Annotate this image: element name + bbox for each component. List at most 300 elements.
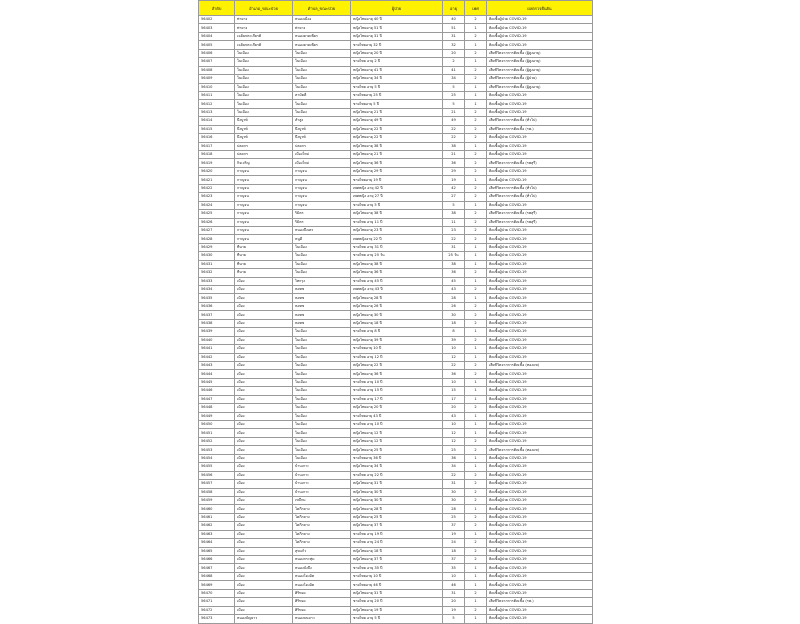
cell-subdistrict[interactable]: ศิริทอง [293, 589, 351, 597]
cell-result[interactable]: ติดเชื้อผู้ป่วย COVID-19 [487, 167, 593, 175]
cell-id[interactable]: 56466 [199, 556, 235, 564]
cell-patient[interactable]: หญิงไทยอายุ 22 ปี [351, 134, 443, 142]
cell-patient[interactable]: เพศหญิงอายุ 22 ปี [351, 235, 443, 243]
cell-sex[interactable]: 2 [465, 286, 487, 294]
cell-id[interactable]: 56409 [199, 75, 235, 83]
cell-district[interactable]: เมือง [235, 572, 293, 580]
cell-district[interactable]: เมือง [235, 480, 293, 488]
cell-patient[interactable]: หญิงไทยอายุ 19 ปี [351, 606, 443, 614]
cell-age[interactable]: 5 [443, 100, 465, 108]
cell-subdistrict[interactable]: ในเมือง [293, 328, 351, 336]
cell-subdistrict[interactable]: สามัคคี [293, 91, 351, 99]
cell-result[interactable]: เสียชีวิตจากการติดเชื้อ (ทองแท) [487, 361, 593, 369]
cell-subdistrict[interactable]: หอทข [293, 294, 351, 302]
cell-id[interactable]: 56407 [199, 58, 235, 66]
cell-patient[interactable]: หญิงไทยอายุ 29 ปี [351, 167, 443, 175]
cell-patient[interactable]: หญิงไทยอายุ 26 ปี [351, 302, 443, 310]
cell-id[interactable]: 56443 [199, 361, 235, 369]
cell-district[interactable]: เมือง [235, 598, 293, 606]
cell-result[interactable]: ติดเชื้อผู้ป่วย COVID-19 [487, 572, 593, 580]
cell-subdistrict[interactable]: ในเมือง [293, 345, 351, 353]
cell-district[interactable]: ทีนาย [235, 252, 293, 260]
cell-subdistrict[interactable]: หอทข [293, 302, 351, 310]
cell-id[interactable]: 56444 [199, 370, 235, 378]
cell-patient[interactable]: ชายไทยอายุ 36 ปี [351, 454, 443, 462]
cell-patient[interactable]: หญิงไทยอายุ 18 ปี [351, 547, 443, 555]
cell-subdistrict[interactable]: ในเมือง [293, 260, 351, 268]
cell-sex[interactable]: 2 [465, 151, 487, 159]
cell-subdistrict[interactable]: กาญจน [293, 167, 351, 175]
cell-district[interactable]: ในเมือง [235, 108, 293, 116]
cell-id[interactable]: 56448 [199, 404, 235, 412]
cell-age[interactable]: 25 [443, 513, 465, 521]
cell-sex[interactable]: 2 [465, 539, 487, 547]
cell-subdistrict[interactable]: กาญจน [293, 176, 351, 184]
cell-district[interactable]: เมือง [235, 319, 293, 327]
cell-subdistrict[interactable]: กาญจน [293, 193, 351, 201]
cell-age[interactable]: 22 [443, 134, 465, 142]
cell-id[interactable]: 56421 [199, 176, 235, 184]
cell-subdistrict[interactable]: บ้านเกาะ [293, 488, 351, 496]
cell-sex[interactable]: 2 [465, 32, 487, 40]
cell-sex[interactable]: 1 [465, 252, 487, 260]
cell-subdistrict[interactable]: หนองบังบึง [293, 564, 351, 572]
cell-patient[interactable]: ชายไทย อายุ 12 ปี [351, 353, 443, 361]
cell-sex[interactable]: 2 [465, 134, 487, 142]
cell-patient[interactable]: ชายไทย อายุ 2 ปี [351, 58, 443, 66]
cell-id[interactable]: 56437 [199, 311, 235, 319]
cell-sex[interactable]: 2 [465, 319, 487, 327]
cell-subdistrict[interactable]: หนองบนยาว [293, 615, 351, 623]
cell-subdistrict[interactable]: บ้านเกาะ [293, 480, 351, 488]
cell-subdistrict[interactable]: เขบึกม [293, 496, 351, 504]
cell-patient[interactable]: หญิงไทยอายุ 51 ปี [351, 24, 443, 32]
cell-id[interactable]: 56431 [199, 260, 235, 268]
cell-id[interactable]: 56433 [199, 277, 235, 285]
cell-patient[interactable]: ชายไทยอายุ 25 ปี [351, 91, 443, 99]
cell-id[interactable]: 56406 [199, 49, 235, 57]
cell-id[interactable]: 56452 [199, 437, 235, 445]
cell-result[interactable]: ติดเชื้อผู้ป่วย COVID-19 [487, 294, 593, 302]
cell-patient[interactable]: หญิงไทยอายุ 25 ปี [351, 513, 443, 521]
cell-sex[interactable]: 2 [465, 370, 487, 378]
cell-district[interactable]: ในเมือง [235, 83, 293, 91]
cell-district[interactable]: เมือง [235, 353, 293, 361]
col-header-patient[interactable]: ผู้ป่วย [351, 1, 443, 16]
cell-patient[interactable]: ชายไทย อายุ 31 ปี [351, 243, 443, 251]
cell-id[interactable]: 56445 [199, 378, 235, 386]
cell-result[interactable]: ติดเชื้อผู้ป่วย COVID-19 [487, 41, 593, 49]
cell-id[interactable]: 56410 [199, 83, 235, 91]
cell-district[interactable]: เฉลิมพระเกียรติ [235, 41, 293, 49]
cell-age[interactable]: 25 วัน [443, 252, 465, 260]
cell-subdistrict[interactable]: หอทข [293, 311, 351, 319]
cell-id[interactable]: 56463 [199, 530, 235, 538]
cell-sex[interactable]: 2 [465, 336, 487, 344]
cell-result[interactable]: ติดเชื้อผู้ป่วย COVID-19 [487, 387, 593, 395]
cell-id[interactable]: 56419 [199, 159, 235, 167]
cell-district[interactable]: เมือง [235, 488, 293, 496]
cell-district[interactable]: ท่ายาง [235, 16, 293, 24]
cell-sex[interactable]: 2 [465, 210, 487, 218]
cell-id[interactable]: 56462 [199, 522, 235, 530]
cell-age[interactable]: 25 [443, 446, 465, 454]
cell-age[interactable]: 21 [443, 151, 465, 159]
cell-subdistrict[interactable]: ในเมือง [293, 100, 351, 108]
cell-subdistrict[interactable]: โคกีกลาง [293, 539, 351, 547]
cell-patient[interactable]: หญิงไทยอายุ 25 ปี [351, 446, 443, 454]
cell-age[interactable]: 20 [443, 598, 465, 606]
cell-district[interactable]: เมือง [235, 361, 293, 369]
cell-result[interactable]: ติดเชื้อผู้ป่วย COVID-19 [487, 463, 593, 471]
cell-age[interactable]: 38 [443, 260, 465, 268]
cell-id[interactable]: 56404 [199, 32, 235, 40]
cell-district[interactable]: ทีนาย [235, 260, 293, 268]
cell-sex[interactable]: 2 [465, 66, 487, 74]
cell-id[interactable]: 56450 [199, 421, 235, 429]
cell-id[interactable]: 56413 [199, 108, 235, 116]
cell-district[interactable]: กาญจน [235, 210, 293, 218]
cell-patient[interactable]: หญิงไทยอายุ 31 ปี [351, 32, 443, 40]
cell-age[interactable]: 22 [443, 235, 465, 243]
cell-id[interactable]: 56429 [199, 243, 235, 251]
cell-patient[interactable]: ชายไทย อายุ 5 ปี [351, 83, 443, 91]
cell-id[interactable]: 56408 [199, 66, 235, 74]
cell-result[interactable]: ติดเชื้อผู้ป่วย COVID-19 [487, 353, 593, 361]
cell-patient[interactable]: หญิงไทยอายุ 18 ปี [351, 319, 443, 327]
cell-sex[interactable]: 1 [465, 294, 487, 302]
cell-id[interactable]: 56458 [199, 488, 235, 496]
cell-sex[interactable]: 2 [465, 556, 487, 564]
cell-patient[interactable]: หญิงไทยอายุ 40 ปี [351, 16, 443, 24]
cell-sex[interactable]: 2 [465, 589, 487, 597]
cell-age[interactable]: 21 [443, 108, 465, 116]
cell-id[interactable]: 56446 [199, 387, 235, 395]
cell-sex[interactable]: 2 [465, 522, 487, 530]
cell-patient[interactable]: หญิงไทยอายุ 30 ปี [351, 488, 443, 496]
cell-sex[interactable]: 1 [465, 176, 487, 184]
cell-district[interactable]: เมือง [235, 437, 293, 445]
cell-subdistrict[interactable]: ในเมือง [293, 429, 351, 437]
cell-id[interactable]: 56451 [199, 429, 235, 437]
cell-district[interactable]: ปลดกร [235, 151, 293, 159]
cell-result[interactable]: ติดเชื้อผู้ป่วย COVID-19 [487, 412, 593, 420]
cell-result[interactable]: ติดเชื้อผู้ป่วย COVID-19 [487, 226, 593, 234]
col-header-result[interactable]: ผลตรวจยืนยัน [487, 1, 593, 16]
cell-district[interactable]: เมือง [235, 395, 293, 403]
cell-sex[interactable]: 1 [465, 100, 487, 108]
cell-id[interactable]: 56471 [199, 598, 235, 606]
cell-subdistrict[interactable]: หนูดี [293, 235, 351, 243]
cell-patient[interactable]: หญิงไทยอายุ 20 ปี [351, 404, 443, 412]
cell-patient[interactable]: หญิงไทยอายุ 36 ปี [351, 269, 443, 277]
cell-district[interactable]: ในเมือง [235, 58, 293, 66]
cell-result[interactable]: เสียชีวิตจากการติดเชื้อ (ผู้สูงอายุ) [487, 58, 593, 66]
cell-id[interactable]: 56403 [199, 24, 235, 32]
cell-district[interactable]: กาญจน [235, 201, 293, 209]
cell-patient[interactable]: ชายไทยอายุ 46 ปี [351, 581, 443, 589]
cell-patient[interactable]: เพศหญิง อายุ 42 ปี [351, 184, 443, 192]
cell-district[interactable]: เมือง [235, 547, 293, 555]
cell-result[interactable]: เสียชีวิตจากการติดเชื้อ (ผู้สูงอายุ) [487, 49, 593, 57]
cell-id[interactable]: 56440 [199, 336, 235, 344]
cell-id[interactable]: 56426 [199, 218, 235, 226]
cell-age[interactable]: 24 [443, 539, 465, 547]
cell-district[interactable]: บึงบูรพ์ [235, 117, 293, 125]
cell-result[interactable]: ติดเชื้อผู้ป่วย COVID-19 [487, 505, 593, 513]
cell-id[interactable]: 56420 [199, 167, 235, 175]
cell-age[interactable]: 46 [443, 581, 465, 589]
cell-sex[interactable]: 2 [465, 226, 487, 234]
cell-age[interactable]: 38 [443, 210, 465, 218]
cell-patient[interactable]: ชายไทยอายุ 10 ปี [351, 572, 443, 580]
cell-subdistrict[interactable]: ในเมือง [293, 370, 351, 378]
cell-district[interactable]: เมือง [235, 463, 293, 471]
cell-id[interactable]: 56434 [199, 286, 235, 294]
cell-sex[interactable]: 2 [465, 117, 487, 125]
cell-id[interactable]: 56423 [199, 193, 235, 201]
cell-age[interactable]: 10 [443, 345, 465, 353]
cell-sex[interactable]: 1 [465, 581, 487, 589]
cell-subdistrict[interactable]: ปลดกร [293, 142, 351, 150]
cell-patient[interactable]: ชายไทย อายุ 20 ปี [351, 598, 443, 606]
cell-result[interactable]: ติดเชื้อผู้ป่วย COVID-19 [487, 404, 593, 412]
cell-result[interactable]: ติดเชื้อผู้ป่วย COVID-19 [487, 513, 593, 521]
cell-subdistrict[interactable]: กาญจน [293, 201, 351, 209]
cell-result[interactable]: ติดเชื้อผู้ป่วย COVID-19 [487, 454, 593, 462]
cell-district[interactable]: เมือง [235, 454, 293, 462]
cell-age[interactable]: 22 [443, 125, 465, 133]
cell-sex[interactable]: 2 [465, 361, 487, 369]
cell-subdistrict[interactable]: ในเมือง [293, 395, 351, 403]
cell-sex[interactable]: 2 [465, 606, 487, 614]
cell-id[interactable]: 56402 [199, 16, 235, 24]
cell-age[interactable]: 49 [443, 117, 465, 125]
cell-sex[interactable]: 2 [465, 16, 487, 24]
cell-sex[interactable]: 2 [465, 108, 487, 116]
cell-sex[interactable]: 2 [465, 488, 487, 496]
cell-id[interactable]: 56465 [199, 547, 235, 555]
cell-result[interactable]: เสียชีวิตจากการติดเชื้อ (ผู้สูงอายุ) [487, 66, 593, 74]
cell-id[interactable]: 56424 [199, 201, 235, 209]
cell-id[interactable]: 56439 [199, 328, 235, 336]
cell-subdistrict[interactable]: หนองเมือง [293, 16, 351, 24]
cell-patient[interactable]: ชายไทย อายุ 15 ปี [351, 387, 443, 395]
cell-patient[interactable]: ชายไทย อายุ 8 ปี [351, 328, 443, 336]
cell-id[interactable]: 56449 [199, 412, 235, 420]
cell-sex[interactable]: 1 [465, 598, 487, 606]
cell-sex[interactable]: 1 [465, 58, 487, 66]
cell-patient[interactable]: หญิงไทยอายุ 28 ปี [351, 294, 443, 302]
cell-sex[interactable]: 1 [465, 378, 487, 386]
cell-age[interactable]: 25 [443, 91, 465, 99]
cell-age[interactable]: 37 [443, 556, 465, 564]
cell-district[interactable]: ในเมือง [235, 49, 293, 57]
cell-subdistrict[interactable]: โคกีกลาง [293, 522, 351, 530]
cell-id[interactable]: 56428 [199, 235, 235, 243]
cell-result[interactable]: ติดเชื้อผู้ป่วย COVID-19 [487, 437, 593, 445]
col-header-age[interactable]: อายุ [443, 1, 465, 16]
cell-subdistrict[interactable]: ในเมือง [293, 404, 351, 412]
cell-patient[interactable]: ชายไทย อายุ 17 ปี [351, 395, 443, 403]
cell-sex[interactable]: 1 [465, 201, 487, 209]
cell-age[interactable]: 20 [443, 49, 465, 57]
cell-age[interactable]: 36 [443, 454, 465, 462]
cell-patient[interactable]: หญิงไทยอายุ 36 ปี [351, 159, 443, 167]
cell-sex[interactable]: 2 [465, 159, 487, 167]
cell-district[interactable]: เมือง [235, 302, 293, 310]
cell-id[interactable]: 56473 [199, 615, 235, 623]
cell-patient[interactable]: เพศหญิง อายุ 27 ปี [351, 193, 443, 201]
cell-sex[interactable]: 1 [465, 412, 487, 420]
cell-patient[interactable]: หญิงไทยอายุ 36 ปี [351, 370, 443, 378]
cell-id[interactable]: 56438 [199, 319, 235, 327]
cell-id[interactable]: 56467 [199, 564, 235, 572]
cell-subdistrict[interactable]: ในเมือง [293, 252, 351, 260]
cell-result[interactable]: ติดเชื้อผู้ป่วย COVID-19 [487, 108, 593, 116]
cell-age[interactable]: 5 [443, 201, 465, 209]
cell-result[interactable]: ติดเชื้อผู้ป่วย COVID-19 [487, 530, 593, 538]
cell-patient[interactable]: ชายไทย อายุ 11 ปี [351, 218, 443, 226]
cell-id[interactable]: 56416 [199, 134, 235, 142]
cell-district[interactable]: เมือง [235, 471, 293, 479]
cell-id[interactable]: 56422 [199, 184, 235, 192]
cell-district[interactable]: กาญจน [235, 193, 293, 201]
cell-district[interactable]: กิจเจริญ [235, 159, 293, 167]
cell-age[interactable]: 38 [443, 142, 465, 150]
cell-result[interactable]: ติดเชื้อผู้ป่วย COVID-19 [487, 488, 593, 496]
cell-district[interactable]: เมือง [235, 277, 293, 285]
cell-subdistrict[interactable]: บึงบูรพ์ [293, 134, 351, 142]
cell-sex[interactable]: 2 [465, 193, 487, 201]
cell-id[interactable]: 56464 [199, 539, 235, 547]
cell-result[interactable]: ติดเชื้อผู้ป่วย COVID-19 [487, 547, 593, 555]
cell-result[interactable]: ติดเชื้อผู้ป่วย COVID-19 [487, 311, 593, 319]
cell-patient[interactable]: ชายไทย อายุ 45 ปี [351, 277, 443, 285]
cell-sex[interactable]: 1 [465, 260, 487, 268]
cell-sex[interactable]: 1 [465, 328, 487, 336]
cell-age[interactable]: 45 [443, 277, 465, 285]
cell-result[interactable]: ติดเชื้อผู้ป่วย COVID-19 [487, 302, 593, 310]
cell-result[interactable]: ติดเชื้อผู้ป่วย COVID-19 [487, 564, 593, 572]
cell-district[interactable]: เฉลิมพระเกียรติ [235, 32, 293, 40]
cell-id[interactable]: 56457 [199, 480, 235, 488]
cell-result[interactable]: ติดเชื้อผู้ป่วย COVID-19 [487, 286, 593, 294]
cell-subdistrict[interactable]: ท่ายาง [293, 24, 351, 32]
cell-sex[interactable]: 1 [465, 277, 487, 285]
cell-age[interactable]: 23 [443, 226, 465, 234]
cell-result[interactable]: ติดเชื้อผู้ป่วย COVID-19 [487, 480, 593, 488]
cell-patient[interactable]: ชายไทย อายุ 35 ปี [351, 564, 443, 572]
cell-age[interactable]: 18 [443, 547, 465, 555]
cell-id[interactable]: 56430 [199, 252, 235, 260]
cell-sex[interactable]: 2 [465, 547, 487, 555]
cell-sex[interactable]: 2 [465, 404, 487, 412]
cell-patient[interactable]: ชายไทยอายุ 10 ปี [351, 345, 443, 353]
cell-patient[interactable]: หญิงไทยอายุ 38 ปี [351, 210, 443, 218]
cell-district[interactable]: ทีนาย [235, 269, 293, 277]
cell-district[interactable]: บึงบูรพ์ [235, 125, 293, 133]
cell-patient[interactable]: ชายไทย อายุ 5 ปี [351, 201, 443, 209]
cell-id[interactable]: 56418 [199, 151, 235, 159]
cell-patient[interactable]: หญิงไทยอายุ 30 ปี [351, 496, 443, 504]
cell-subdistrict[interactable]: ศิริทอง [293, 606, 351, 614]
cell-age[interactable]: 2 [443, 58, 465, 66]
cell-subdistrict[interactable]: เมืองใหม่ [293, 151, 351, 159]
cell-age[interactable]: 51 [443, 24, 465, 32]
cell-id[interactable]: 56456 [199, 471, 235, 479]
cell-district[interactable]: ในเมือง [235, 66, 293, 74]
cell-subdistrict[interactable]: สุขแก้ว [293, 547, 351, 555]
cell-result[interactable]: ติดเชื้อผู้ป่วย COVID-19 [487, 151, 593, 159]
cell-result[interactable]: ติดเชื้อผู้ป่วย COVID-19 [487, 176, 593, 184]
cell-patient[interactable]: หญิงไทยอายุ 34 ปี [351, 463, 443, 471]
cell-age[interactable]: 31 [443, 32, 465, 40]
cell-district[interactable]: เมือง [235, 387, 293, 395]
cell-subdistrict[interactable]: หนองโดงอิต [293, 581, 351, 589]
cell-result[interactable]: เสียชีวิตจากการติดเชื้อ (ผู้สูงอายุ) [487, 83, 593, 91]
cell-id[interactable]: 56436 [199, 302, 235, 310]
cell-age[interactable]: 18 [443, 319, 465, 327]
cell-age[interactable]: 12 [443, 429, 465, 437]
cell-district[interactable]: เมือง [235, 539, 293, 547]
cell-district[interactable]: กาญจน [235, 176, 293, 184]
cell-subdistrict[interactable]: ในเมือง [293, 378, 351, 386]
cell-id[interactable]: 56415 [199, 125, 235, 133]
cell-age[interactable]: 36 [443, 269, 465, 277]
cell-subdistrict[interactable]: ในเมือง [293, 66, 351, 74]
cell-age[interactable]: 8 [443, 328, 465, 336]
cell-patient[interactable]: หญิงไทยอายุ 49 ปี [351, 117, 443, 125]
cell-subdistrict[interactable]: บ้านเกาะ [293, 463, 351, 471]
cell-patient[interactable]: หญิงไทยอายุ 39 ปี [351, 336, 443, 344]
cell-district[interactable]: ในเมือง [235, 75, 293, 83]
cell-district[interactable]: เมือง [235, 505, 293, 513]
cell-result[interactable]: เสียชีวิตจากการติดเชื้อ (ทั่วไป) [487, 184, 593, 192]
cell-district[interactable]: ปลดกร [235, 142, 293, 150]
cell-age[interactable]: 20 [443, 404, 465, 412]
cell-result[interactable]: เสียชีวิตจากการติดเชื้อ (รพ.) [487, 125, 593, 133]
cell-subdistrict[interactable]: สำสูง [293, 117, 351, 125]
cell-result[interactable]: ติดเชื้อผู้ป่วย COVID-19 [487, 556, 593, 564]
cell-result[interactable]: ติดเชื้อผู้ป่วย COVID-19 [487, 260, 593, 268]
cell-district[interactable]: เมือง [235, 370, 293, 378]
cell-result[interactable]: เสียชีวิตจากการติดเชื้อ (ผู้ป่วย) [487, 75, 593, 83]
cell-district[interactable]: เมือง [235, 581, 293, 589]
cell-id[interactable]: 56453 [199, 446, 235, 454]
cell-result[interactable]: ติดเชื้อผู้ป่วย COVID-19 [487, 581, 593, 589]
cell-subdistrict[interactable]: หอทข [293, 319, 351, 327]
cell-district[interactable]: เมือง [235, 311, 293, 319]
cell-district[interactable]: เมือง [235, 412, 293, 420]
cell-sex[interactable]: 2 [465, 167, 487, 175]
cell-result[interactable]: ติดเชื้อผู้ป่วย COVID-19 [487, 539, 593, 547]
cell-age[interactable]: 10 [443, 378, 465, 386]
cell-patient[interactable]: หญิงไทยอายุ 41 ปี [351, 66, 443, 74]
cell-subdistrict[interactable]: โคกีกลาง [293, 530, 351, 538]
cell-subdistrict[interactable]: ไทกรุง [293, 277, 351, 285]
cell-age[interactable]: 22 [443, 471, 465, 479]
cell-sex[interactable]: 1 [465, 615, 487, 623]
cell-district[interactable]: เมือง [235, 345, 293, 353]
cell-id[interactable]: 56435 [199, 294, 235, 302]
cell-patient[interactable]: หญิงไทยอายุ 38 ปี [351, 142, 443, 150]
cell-subdistrict[interactable]: ในเมือง [293, 83, 351, 91]
cell-patient[interactable]: หญิงไทยอายุ 34 ปี [351, 75, 443, 83]
cell-age[interactable]: 32 [443, 41, 465, 49]
cell-patient[interactable]: ชายไทยอายุ 32 ปี [351, 41, 443, 49]
cell-district[interactable]: ในเมือง [235, 100, 293, 108]
